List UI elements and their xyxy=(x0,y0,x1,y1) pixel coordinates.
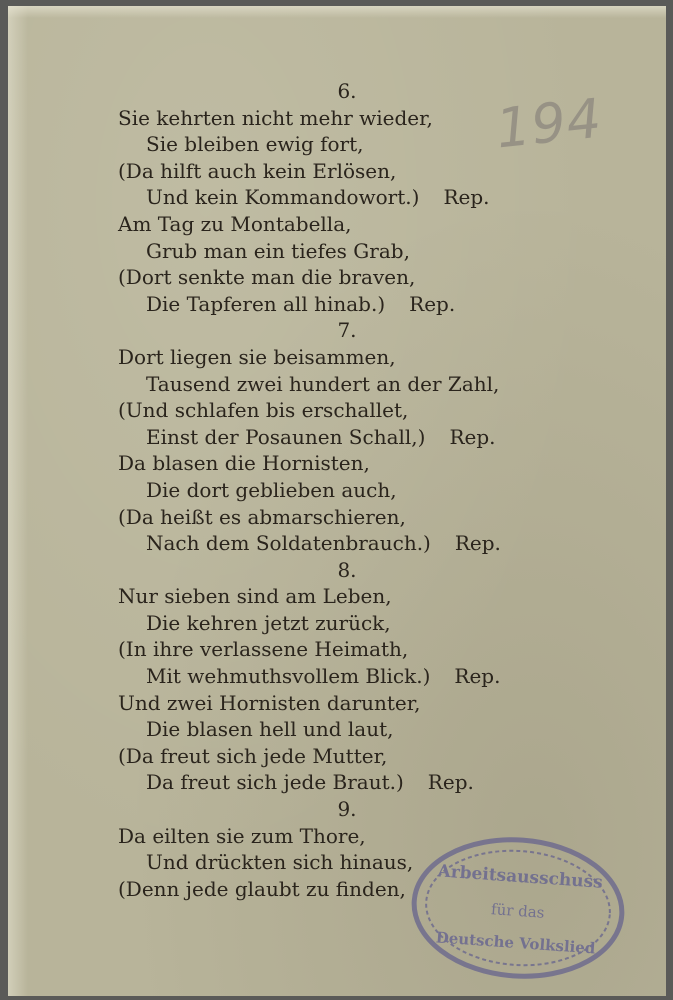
verse-line xyxy=(8,105,666,132)
verse-line xyxy=(8,610,666,637)
verse-line xyxy=(8,743,666,770)
verse-line xyxy=(8,769,666,796)
verse-text: Und drückten sich hinaus, xyxy=(146,850,414,875)
verse-line xyxy=(8,131,666,158)
verse-text: (Dort senkte man die braven, xyxy=(118,265,416,290)
stanza-number: 9. xyxy=(337,797,357,822)
verse-text: Dort liegen sie beisammen, xyxy=(118,344,396,369)
repeat-mark: Rep. xyxy=(443,185,490,210)
stanza-number: 7. xyxy=(337,318,357,343)
verse-line xyxy=(8,158,666,185)
verse-line xyxy=(8,397,666,424)
stamp-line-1: Arbeitsausschuss xyxy=(436,861,604,893)
verse-text: (In ihre verlassene Heimath, xyxy=(118,637,409,662)
verse-text: Nur sieben sind am Leben, xyxy=(118,584,392,609)
verse-line xyxy=(8,211,666,238)
verse-line xyxy=(8,504,666,531)
paper-edge-top xyxy=(8,6,666,18)
verse-text: (Da hilft auch kein Erlösen, xyxy=(118,158,397,183)
repeat-mark: Rep. xyxy=(427,770,474,795)
stamp-line-3: Deutsche Volkslied xyxy=(435,928,596,958)
repeat-mark: Rep. xyxy=(454,664,501,689)
verse-text: Da blasen die Hornisten, xyxy=(118,451,370,476)
verse-text: Die Tapferen all hinab.) xyxy=(146,291,386,316)
verse-text: Nach dem Soldatenbrauch.) xyxy=(146,531,431,556)
verse-text: Die blasen hell und laut, xyxy=(146,717,394,742)
verse-line xyxy=(8,477,666,504)
verse-line xyxy=(8,450,666,477)
verse-line xyxy=(8,264,666,291)
verse-line xyxy=(8,583,666,610)
poem-text xyxy=(8,78,666,902)
stanza-number: 8. xyxy=(337,557,357,582)
verse-text: Da freut sich jede Braut.) xyxy=(146,770,404,795)
verse-text: Die dort geblieben auch, xyxy=(146,477,397,502)
verse-line xyxy=(8,424,666,451)
document-page xyxy=(8,6,666,996)
verse-text: (Denn jede glaubt zu finden, xyxy=(118,876,406,901)
verse-line xyxy=(8,184,666,211)
repeat-mark: Rep. xyxy=(449,424,496,449)
verse-text: Am Tag zu Montabella, xyxy=(118,211,352,236)
handwritten-page-number: 194 xyxy=(492,86,606,161)
verse-text: Sie kehrten nicht mehr wieder, xyxy=(118,105,433,130)
stanza-number: 6. xyxy=(337,79,357,103)
verse-line xyxy=(8,716,666,743)
stamp-line-2: für das xyxy=(490,900,546,922)
verse-line xyxy=(8,238,666,265)
verse-text: Mit wehmuthsvollem Blick.) xyxy=(146,664,431,689)
verse-line xyxy=(8,663,666,690)
verse-line xyxy=(8,291,666,318)
verse-line xyxy=(8,690,666,717)
verse-text: (Da heißt es abmarschieren, xyxy=(118,504,406,529)
verse-text: Und zwei Hornisten darunter, xyxy=(118,690,421,715)
verse-text: Grub man ein tiefes Grab, xyxy=(146,238,410,263)
verse-text: Und kein Kommandowort.) xyxy=(146,185,420,210)
archive-stamp xyxy=(403,825,633,992)
verse-text: (Da freut sich jede Mutter, xyxy=(118,743,388,768)
verse-line xyxy=(8,371,666,398)
verse-text: Sie bleiben ewig fort, xyxy=(146,132,364,157)
verse-text: (Und schlafen bis erschallet, xyxy=(118,398,409,423)
verse-text: Tausend zwei hundert an der Zahl, xyxy=(146,371,500,396)
verse-line xyxy=(8,530,666,557)
repeat-mark: Rep. xyxy=(454,531,501,556)
verse-text: Einst der Posaunen Schall,) xyxy=(146,424,426,449)
verse-line xyxy=(8,344,666,371)
verse-text: Da eilten sie zum Thore, xyxy=(118,823,366,848)
verse-line xyxy=(8,636,666,663)
verse-text: Die kehren jetzt zurück, xyxy=(146,610,391,635)
repeat-mark: Rep. xyxy=(409,291,456,316)
